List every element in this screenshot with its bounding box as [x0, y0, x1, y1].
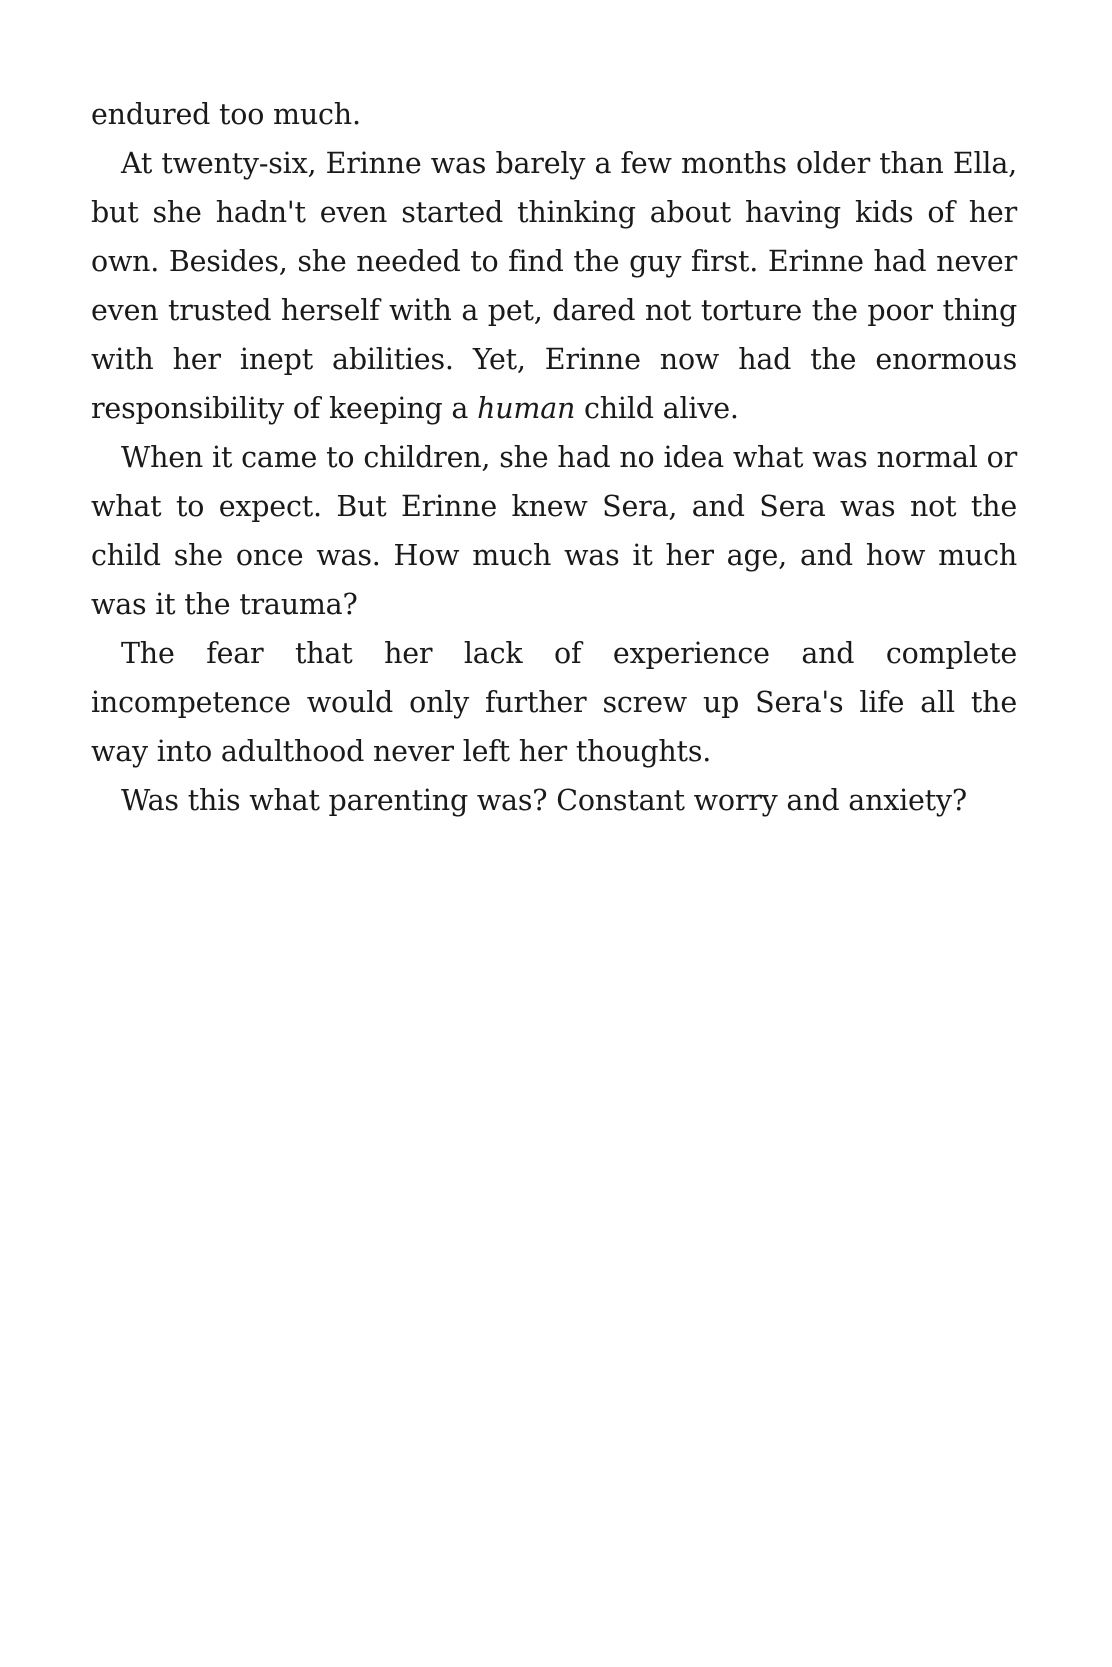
paragraph-parenting: Was this what parenting was? Constant worry and anxiety?	[121, 784, 967, 817]
paragraph-continuation: endured too much.	[91, 98, 361, 131]
paragraph-fear: The fear that her lack of experience and complete incompetence would only further screw up Sera's life all the way into adulthood never left her thoughts.	[91, 637, 1017, 768]
paragraph-children: When it came to children, she had no idea what was normal or what to expect. But Erinne knew Sera, and Sera was not the child she once was. How much was it her age, and how much was it the trauma?	[91, 441, 1017, 621]
document-page	[91, 90, 1017, 825]
emphasized-word: human	[477, 392, 576, 425]
paragraph-text-after-emphasis: child alive.	[575, 392, 739, 425]
paragraph-responsibility	[91, 139, 1017, 433]
paragraph-text-before-emphasis: At twenty-six, Erinne was barely a few months older than Ella, but she hadn't even started thinking about having kids of her own. Besides, she needed to find the guy first. Erinne had never even trusted herself with a pet, dared not torture the poor thing with her inept abilities. Yet, Erinne now had the enormous responsibility of keeping a	[91, 147, 1017, 425]
